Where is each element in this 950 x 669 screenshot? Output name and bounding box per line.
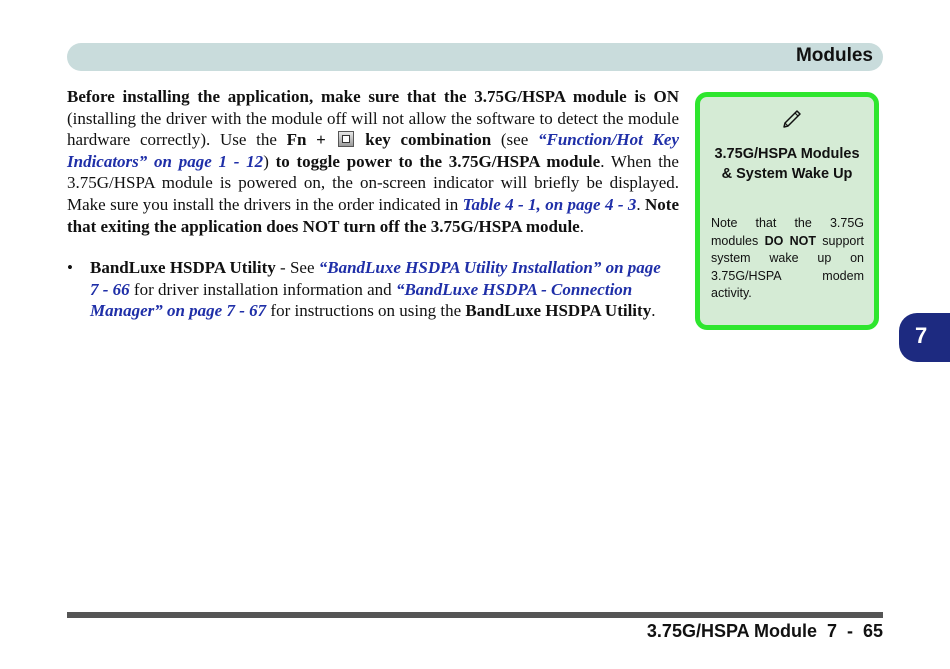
page-section-title: Modules [795, 45, 873, 66]
table-link[interactable]: Table 4 - 1, on page 4 - 3 [462, 194, 637, 214]
fn-key-label: Fn + [286, 130, 336, 150]
bullet-list [67, 257, 679, 322]
sidebox-body-pre: Note that the 3.75G modules [711, 216, 864, 248]
see-close: ) [263, 151, 276, 171]
function-hotkey-link[interactable]: “Function/Hot Key Indicators” on page 1 - 12 [67, 130, 679, 171]
sidebox-body [711, 215, 864, 303]
footer-rule [67, 612, 883, 618]
header-bar [67, 43, 883, 71]
bullet-dot: • [67, 258, 73, 278]
utility-name: BandLuxe HSDPA Utility [90, 258, 276, 278]
bullet-end: . [651, 301, 656, 321]
intro-text-3: . [636, 194, 646, 214]
pencil-note-icon [780, 109, 802, 131]
intro-end: . [579, 216, 584, 236]
mid-text: for driver installation information and [129, 279, 396, 299]
intro-text-2: . When the 3.75G/HSPA module is powered on, the on-screen indicator will briefly be displayed. Make sure you install the drivers in the order indicated in [67, 151, 679, 214]
sidebox-body-bold: DO NOT [764, 233, 816, 248]
tail-text: for instructions on using the [266, 301, 466, 321]
key-icon [338, 131, 354, 147]
main-content [67, 86, 679, 322]
toggle-power-text: to toggle power to the 3.75G/HSPA module [275, 151, 601, 171]
see-text: - See [275, 258, 319, 278]
chapter-number: 7 [915, 323, 928, 348]
note-bold-text: Note that exiting the application does NOT turn off the 3.75G/HSPA module [67, 194, 680, 236]
sidebox-body-post: support system wake up on 3.75G/HSPA modem activity. [711, 233, 864, 301]
intro-warning: Before installing the application, make sure that the 3.75G/HSPA module is ON [67, 87, 679, 106]
footer-page-label: 3.75G/HSPA Module 7 - 65 [646, 621, 883, 641]
intro-paragraph [67, 86, 679, 237]
note-sidebox [695, 92, 879, 330]
utility-name-2: BandLuxe HSDPA Utility [465, 301, 652, 321]
list-item [67, 257, 668, 322]
see-open: (see [491, 130, 538, 150]
sidebox-title: 3.75G/HSPA Modules & System Wake Up [714, 146, 860, 182]
chapter-tab [899, 313, 950, 362]
connection-manager-link[interactable]: “BandLuxe HSDPA - Connection Manager” on page 7 - 67 [90, 279, 633, 321]
installation-link[interactable]: “BandLuxe HSDPA Utility Installation” on page 7 - 66 [90, 258, 661, 299]
intro-text-1: (installing the driver with the module off will not allow the software to detect the module hardware correctly). Use the [67, 108, 679, 150]
key-combo-label: key combination [355, 130, 492, 150]
